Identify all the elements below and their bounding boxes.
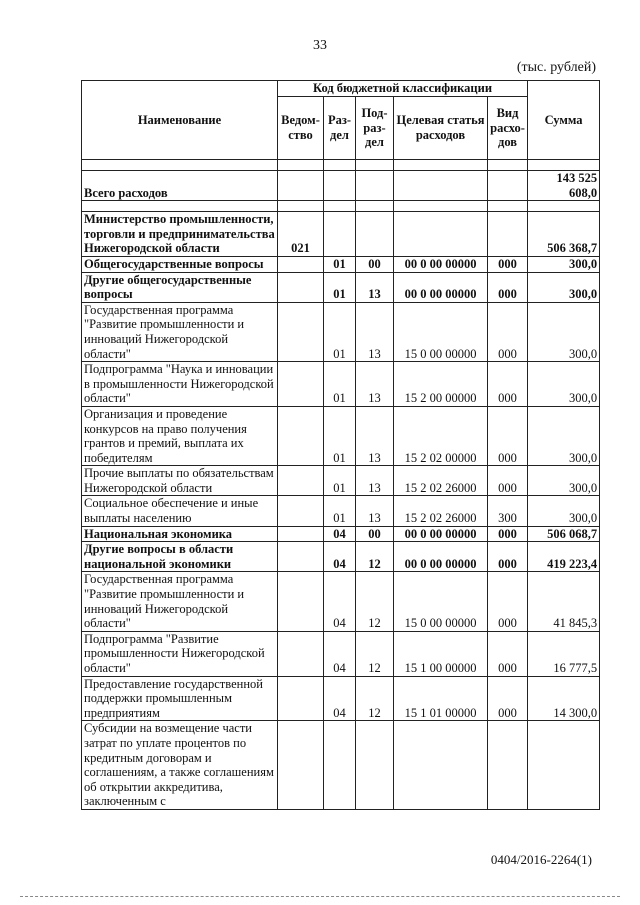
cell-podrazdel xyxy=(356,212,394,257)
cell-razdel xyxy=(324,721,356,810)
cell-podrazdel: 13 xyxy=(356,362,394,407)
cell-podrazdel: 12 xyxy=(356,676,394,721)
table-row xyxy=(82,212,600,257)
header-name: Наименование xyxy=(82,81,278,160)
cell-sum: 16 777,5 xyxy=(528,631,600,676)
table-row xyxy=(82,496,600,526)
cell-podrazdel xyxy=(356,171,394,201)
cell-razdel: 04 xyxy=(324,572,356,631)
unit-label: (тыс. рублей) xyxy=(516,60,596,75)
cell-name: Общегосударственные вопросы xyxy=(82,256,278,272)
cell-sum: 300,0 xyxy=(528,272,600,302)
cell-expense-type: 000 xyxy=(488,631,528,676)
cell-expense-type: 300 xyxy=(488,496,528,526)
cell-vedomstvo: 021 xyxy=(278,212,324,257)
cell-name: Государственная программа "Развитие промышленности и инноваций Нижегородской области" xyxy=(82,572,278,631)
bottom-divider xyxy=(20,896,620,897)
table-row xyxy=(82,466,600,496)
cell-target-article: 15 2 02 26000 xyxy=(394,496,488,526)
cell-target-article: 00 0 00 00000 xyxy=(394,256,488,272)
cell-name: Прочие выплаты по обязательствам Нижегородской области xyxy=(82,466,278,496)
cell-target-article: 00 0 00 00000 xyxy=(394,542,488,572)
table-row xyxy=(82,631,600,676)
header-vedomstvo: Ведом-ство xyxy=(278,97,324,160)
cell-sum: 300,0 xyxy=(528,362,600,407)
cell-podrazdel: 13 xyxy=(356,406,394,465)
cell-name: Всего расходов xyxy=(82,171,278,201)
cell-vedomstvo xyxy=(278,171,324,201)
cell-target-article: 15 0 00 00000 xyxy=(394,302,488,361)
cell-podrazdel: 13 xyxy=(356,272,394,302)
document-code: 0404/2016-2264(1) xyxy=(490,852,592,867)
cell-razdel: 01 xyxy=(324,256,356,272)
cell-sum: 300,0 xyxy=(528,302,600,361)
cell-podrazdel: 12 xyxy=(356,631,394,676)
cell-name: Организация и проведение конкурсов на право получения грантов и премий, выплата их победителям xyxy=(82,406,278,465)
cell-name: Субсидии на возмещение части затрат по уплате процентов по кредитным договорам и соглашениям, а также соглашениям об открытии аккредитива, заключенным с xyxy=(82,721,278,810)
header-podrazdel: Под-раз-дел xyxy=(356,97,394,160)
cell-target-article: 15 1 00 00000 xyxy=(394,631,488,676)
cell-razdel: 04 xyxy=(324,542,356,572)
cell-sum: 300,0 xyxy=(528,496,600,526)
cell-sum: 506 068,7 xyxy=(528,526,600,542)
cell-razdel: 01 xyxy=(324,302,356,361)
cell-podrazdel: 13 xyxy=(356,302,394,361)
header-razdel: Раз-дел xyxy=(324,97,356,160)
cell-razdel: 01 xyxy=(324,496,356,526)
cell-podrazdel: 00 xyxy=(356,256,394,272)
cell-sum: 300,0 xyxy=(528,406,600,465)
cell-expense-type: 000 xyxy=(488,272,528,302)
table-row xyxy=(82,171,600,201)
cell-vedomstvo xyxy=(278,542,324,572)
cell-name: Подпрограмма "Развитие промышленности Нижегородской области" xyxy=(82,631,278,676)
cell-razdel: 01 xyxy=(324,272,356,302)
cell-expense-type xyxy=(488,171,528,201)
header-sum: Сумма xyxy=(528,81,600,160)
cell-vedomstvo xyxy=(278,302,324,361)
cell-podrazdel: 00 xyxy=(356,526,394,542)
cell-target-article xyxy=(394,171,488,201)
header-code-group: Код бюджетной классификации xyxy=(278,81,528,97)
cell-target-article xyxy=(394,721,488,810)
cell-vedomstvo xyxy=(278,721,324,810)
cell-target-article: 15 2 02 26000 xyxy=(394,466,488,496)
cell-target-article: 15 2 00 00000 xyxy=(394,362,488,407)
table-row xyxy=(82,272,600,302)
header-target-article: Целевая статья расходов xyxy=(394,97,488,160)
cell-vedomstvo xyxy=(278,572,324,631)
header-expense-type: Вид расхо-дов xyxy=(488,97,528,160)
table-row xyxy=(82,256,600,272)
cell-expense-type xyxy=(488,212,528,257)
cell-expense-type: 000 xyxy=(488,256,528,272)
cell-vedomstvo xyxy=(278,526,324,542)
table-row xyxy=(82,721,600,810)
table-row xyxy=(82,572,600,631)
cell-name: Министерство промышленности, торговли и предпринимательства Нижегородской области xyxy=(82,212,278,257)
budget-table xyxy=(81,80,600,810)
page-number: 33 xyxy=(313,38,327,53)
cell-expense-type: 000 xyxy=(488,572,528,631)
cell-target-article: 00 0 00 00000 xyxy=(394,526,488,542)
spacer-row xyxy=(82,160,600,171)
cell-podrazdel xyxy=(356,721,394,810)
cell-razdel: 01 xyxy=(324,406,356,465)
cell-target-article: 15 0 00 00000 xyxy=(394,572,488,631)
cell-name: Национальная экономика xyxy=(82,526,278,542)
cell-expense-type: 000 xyxy=(488,526,528,542)
cell-razdel xyxy=(324,212,356,257)
cell-expense-type: 000 xyxy=(488,406,528,465)
table-row xyxy=(82,542,600,572)
cell-vedomstvo xyxy=(278,676,324,721)
cell-name: Социальное обеспечение и иные выплаты населению xyxy=(82,496,278,526)
cell-sum: 143 525 608,0 xyxy=(528,171,600,201)
cell-name: Другие общегосударственные вопросы xyxy=(82,272,278,302)
table-row xyxy=(82,302,600,361)
cell-podrazdel: 12 xyxy=(356,572,394,631)
cell-expense-type xyxy=(488,721,528,810)
cell-target-article: 00 0 00 00000 xyxy=(394,272,488,302)
cell-razdel: 01 xyxy=(324,362,356,407)
cell-sum: 14 300,0 xyxy=(528,676,600,721)
cell-expense-type: 000 xyxy=(488,362,528,407)
cell-target-article: 15 1 01 00000 xyxy=(394,676,488,721)
spacer-row xyxy=(82,201,600,212)
cell-expense-type: 000 xyxy=(488,676,528,721)
cell-expense-type: 000 xyxy=(488,302,528,361)
cell-vedomstvo xyxy=(278,272,324,302)
cell-vedomstvo xyxy=(278,406,324,465)
cell-sum: 506 368,7 xyxy=(528,212,600,257)
cell-vedomstvo xyxy=(278,256,324,272)
cell-vedomstvo xyxy=(278,631,324,676)
table-row xyxy=(82,676,600,721)
cell-sum xyxy=(528,721,600,810)
cell-sum: 300,0 xyxy=(528,466,600,496)
cell-name: Подпрограмма "Наука и инновации в промышленности Нижегородской области" xyxy=(82,362,278,407)
cell-name: Другие вопросы в области национальной экономики xyxy=(82,542,278,572)
cell-vedomstvo xyxy=(278,466,324,496)
cell-sum: 300,0 xyxy=(528,256,600,272)
table-row xyxy=(82,406,600,465)
cell-name: Государственная программа "Развитие промышленности и инноваций Нижегородской области" xyxy=(82,302,278,361)
cell-podrazdel: 13 xyxy=(356,496,394,526)
cell-sum: 419 223,4 xyxy=(528,542,600,572)
cell-vedomstvo xyxy=(278,496,324,526)
cell-target-article xyxy=(394,212,488,257)
cell-razdel: 04 xyxy=(324,676,356,721)
cell-vedomstvo xyxy=(278,362,324,407)
cell-podrazdel: 12 xyxy=(356,542,394,572)
cell-razdel: 04 xyxy=(324,631,356,676)
cell-razdel xyxy=(324,171,356,201)
cell-name: Предоставление государственной поддержки промышленным предприятиям xyxy=(82,676,278,721)
cell-target-article: 15 2 02 00000 xyxy=(394,406,488,465)
cell-razdel: 01 xyxy=(324,466,356,496)
table-row xyxy=(82,362,600,407)
table-row xyxy=(82,526,600,542)
cell-sum: 41 845,3 xyxy=(528,572,600,631)
cell-expense-type: 000 xyxy=(488,542,528,572)
cell-expense-type: 000 xyxy=(488,466,528,496)
cell-podrazdel: 13 xyxy=(356,466,394,496)
cell-razdel: 04 xyxy=(324,526,356,542)
